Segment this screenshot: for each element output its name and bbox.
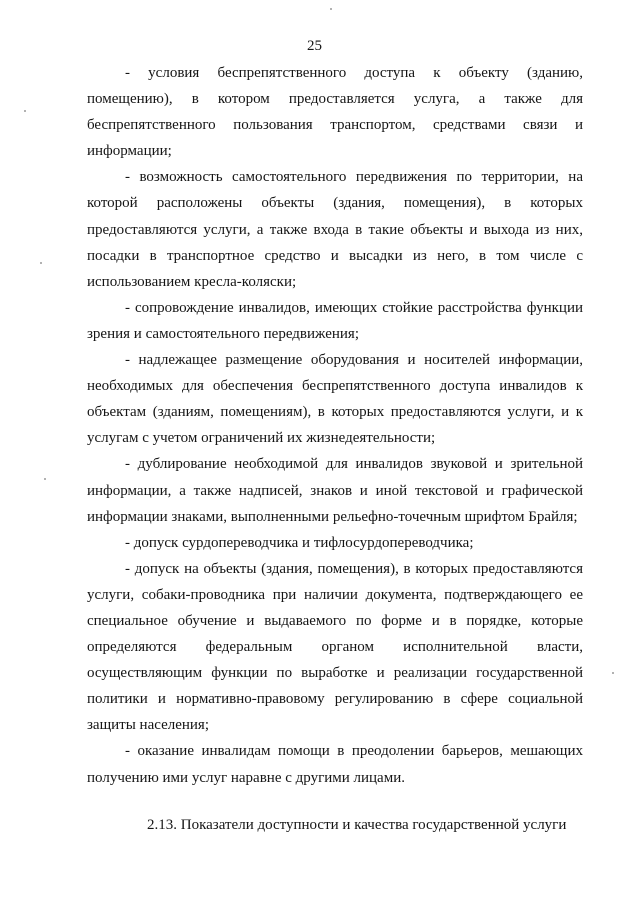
paragraph-8: - оказание инвалидам помощи в преодолении барьеров, мешающих получению ими услуг наравне с другими лицами.: [87, 743, 583, 786]
body-text: [87, 60, 583, 791]
scan-speck: [330, 8, 332, 10]
section-heading: 2.13. Показатели доступности и качества государственной услуги: [147, 817, 567, 833]
page-number: 25: [307, 38, 322, 54]
scan-speck: [612, 672, 614, 674]
scan-speck: [24, 110, 26, 112]
paragraph-4: - надлежащее размещение оборудования и носителей информации, необходимых для обеспечения беспрепятственного доступа инвалидов к объектам (зданиям, помещениям), в которых предоставляются услуги, и к услугам с учетом ограничений их жизнедеятельности;: [87, 352, 583, 447]
paragraph-5: - дублирование необходимой для инвалидов звуковой и зрительной информации, а также надписей, знаков и иной текстовой и графической информации знаками, выполненными рельефно-точечным шрифтом Брайля;: [87, 456, 583, 525]
paragraph-2: - возможность самостоятельного передвижения по территории, на которой расположены объекты (здания, помещения), в которых предоставляются услуги, а также входа в такие объекты и выхода из них, посадки в транспортное средство и высадки из него, в том числе с использованием кресла-коляски;: [87, 169, 583, 290]
paragraph-7: - допуск на объекты (здания, помещения), в которых предоставляются услуги, собаки-проводника при наличии документа, подтверждающего ее специальное обучение и выдаваемого по форме и в порядке, которые определяются федеральным органом исполнительной власти, осуществляющим функции по выработке и реализации государственной политики и нормативно-правовому регулированию в сфере социальной защиты населения;: [87, 560, 583, 734]
paragraph-3: - сопровождение инвалидов, имеющих стойкие расстройства функции зрения и самостоятельного передвижения;: [87, 299, 583, 342]
paragraph-1: - условия беспрепятственного доступа к объекту (зданию, помещению), в котором предоставляется услуга, а также для беспрепятственного пользования транспортом, средствами связи и информации;: [87, 65, 583, 160]
scan-speck: [44, 478, 46, 480]
paragraph-6: - допуск сурдопереводчика и тифлосурдопереводчика;: [125, 534, 474, 551]
scan-speck: [40, 262, 42, 264]
